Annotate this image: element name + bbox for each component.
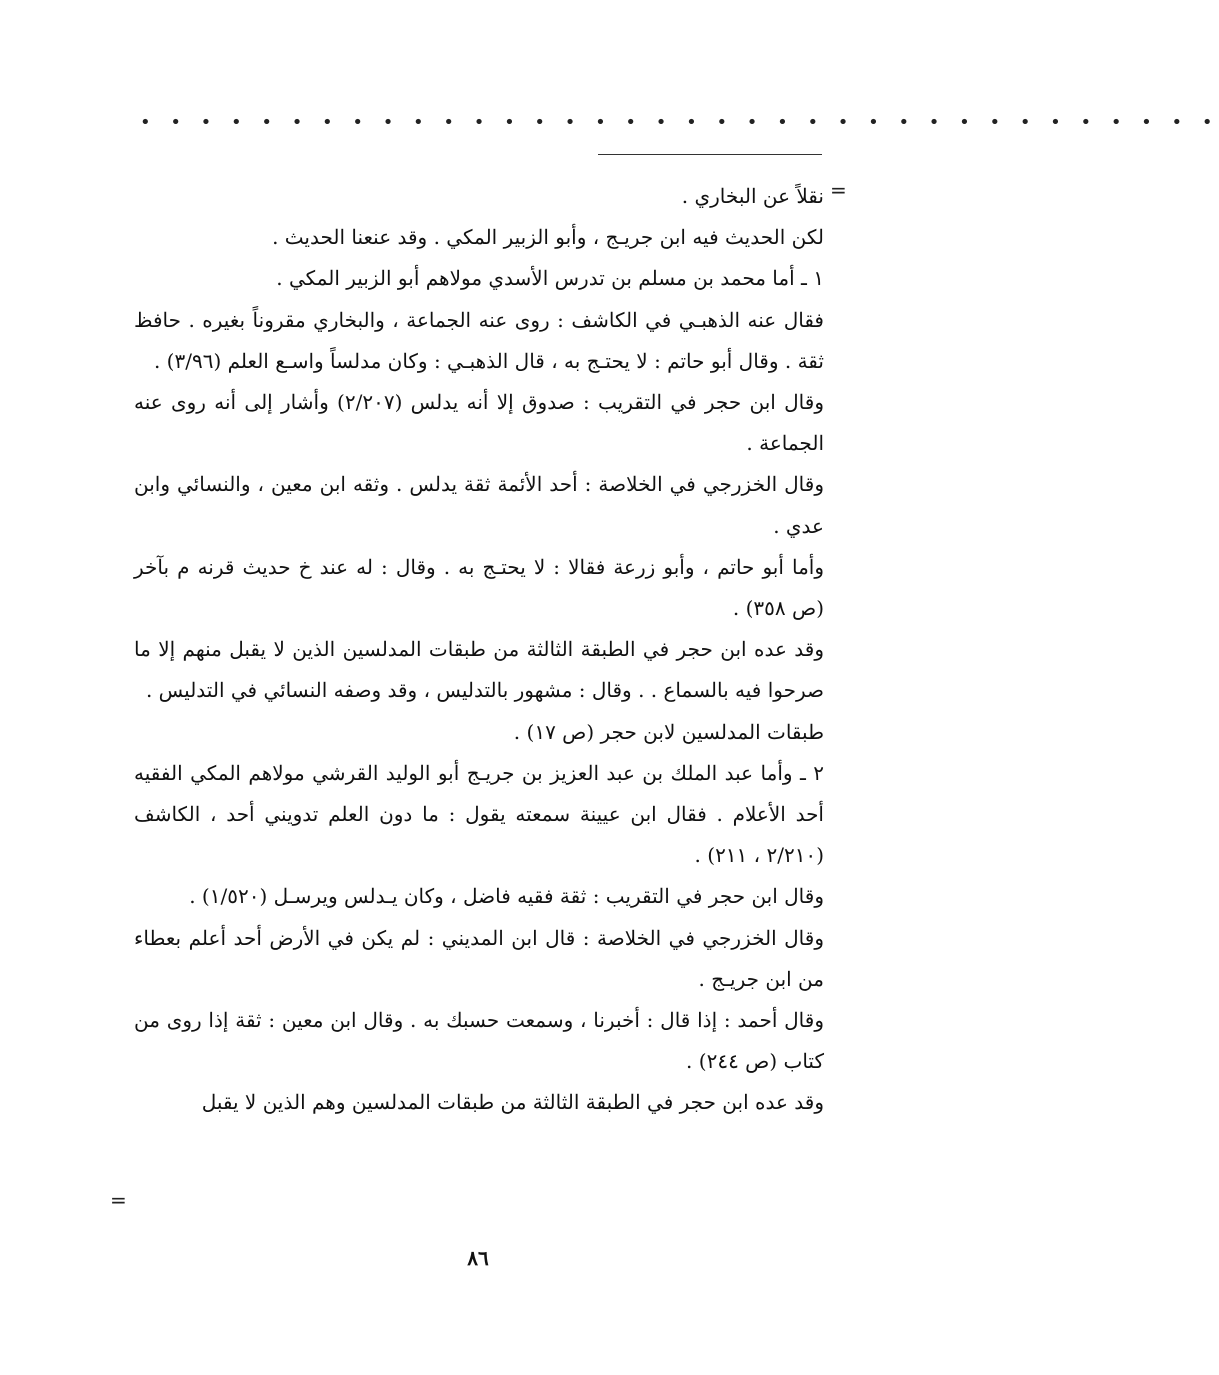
- continuation-marker-bottom: =: [110, 1188, 127, 1212]
- paragraph: وقد عده ابن حجر في الطبقة الثالثة من طبقات المدلسين الذين لا يقبل منهم إلا ما صرحوا فيه بالسماع . . وقال : مشهور بالتدليس ، وقد وصفه النسائي في التدليس .: [134, 637, 824, 703]
- continuation-marker-top: =: [830, 178, 847, 202]
- paragraph: وقال الخزرجي في الخلاصة : قال ابن المديني : لم يكن في الأرض أحد أعلم بعطاء من ابن جريـج .: [134, 925, 824, 991]
- footnote-rule: [598, 154, 822, 155]
- paragraph: وأما أبو حاتم ، وأبو زرعة فقالا : لا يحتـج به . وقال : له عند خ حديث قرنه م بآخر (ص ٣٥٨) .: [134, 554, 824, 621]
- paragraph: وقال الخزرجي في الخلاصة : أحد الأئمة ثقة يدلس . وثقه ابن معين ، والنسائي وابن عدي .: [134, 472, 824, 538]
- paragraph: ٢ ـ وأما عبد الملك بن عبد العزيز بن جريـج أبو الوليد القرشي مولاهم المكي الفقيه أحد الأعلام . فقال ابن عيينة سمعته يقول : ما دون العلم تدويني أحد ، الكاشف (٢/٢١٠ ، ٢١١) .: [134, 760, 824, 868]
- page-number: ٨٦: [467, 1246, 489, 1270]
- footnote-text: [134, 176, 824, 1124]
- paragraph: وقال ابن حجر في التقريب : صدوق إلا أنه يدلس (٢/٢٠٧) وأشار إلى أنه روى عنه الجماعة .: [134, 390, 824, 456]
- paragraph: وقال ابن حجر في التقريب : ثقة فقيه فاضل ، وكان يـدلس ويرسـل (١/٥٢٠) .: [189, 884, 824, 909]
- dotted-separator: • • • • • • • • • • • • • • • • • • • • • • • • • • • • • • • • • • • •: [140, 112, 1219, 133]
- paragraph: وقد عده ابن حجر في الطبقة الثالثة من طبقات المدلسين وهم الذين لا يقبل: [201, 1090, 824, 1115]
- paragraph: لكن الحديث فيه ابن جريـج ، وأبو الزبير المكي . وقد عنعنا الحديث .: [272, 225, 824, 250]
- paragraph: ١ ـ أما محمد بن مسلم بن تدرس الأسدي مولاهم أبو الزبير المكي .: [276, 266, 824, 291]
- paragraph: فقال عنه الذهبـي في الكاشف : روى عنه الجماعة ، والبخاري مقروناً بغيره . حافظ ثقة . وقال أبو حاتم : لا يحتـج به ، قال الذهبـي : وكان مدلساً واسـع العلم (٣/٩٦) .: [134, 307, 824, 373]
- paragraph: نقلاً عن البخاري .: [681, 184, 824, 208]
- paragraph: وقال أحمد : إذا قال : أخبرنا ، وسمعت حسبك به . وقال ابن معين : ثقة إذا روى من كتاب (ص ٢٤٤) .: [134, 1008, 824, 1074]
- paragraph: طبقات المدلسين لابن حجر (ص ١٧) .: [513, 719, 824, 744]
